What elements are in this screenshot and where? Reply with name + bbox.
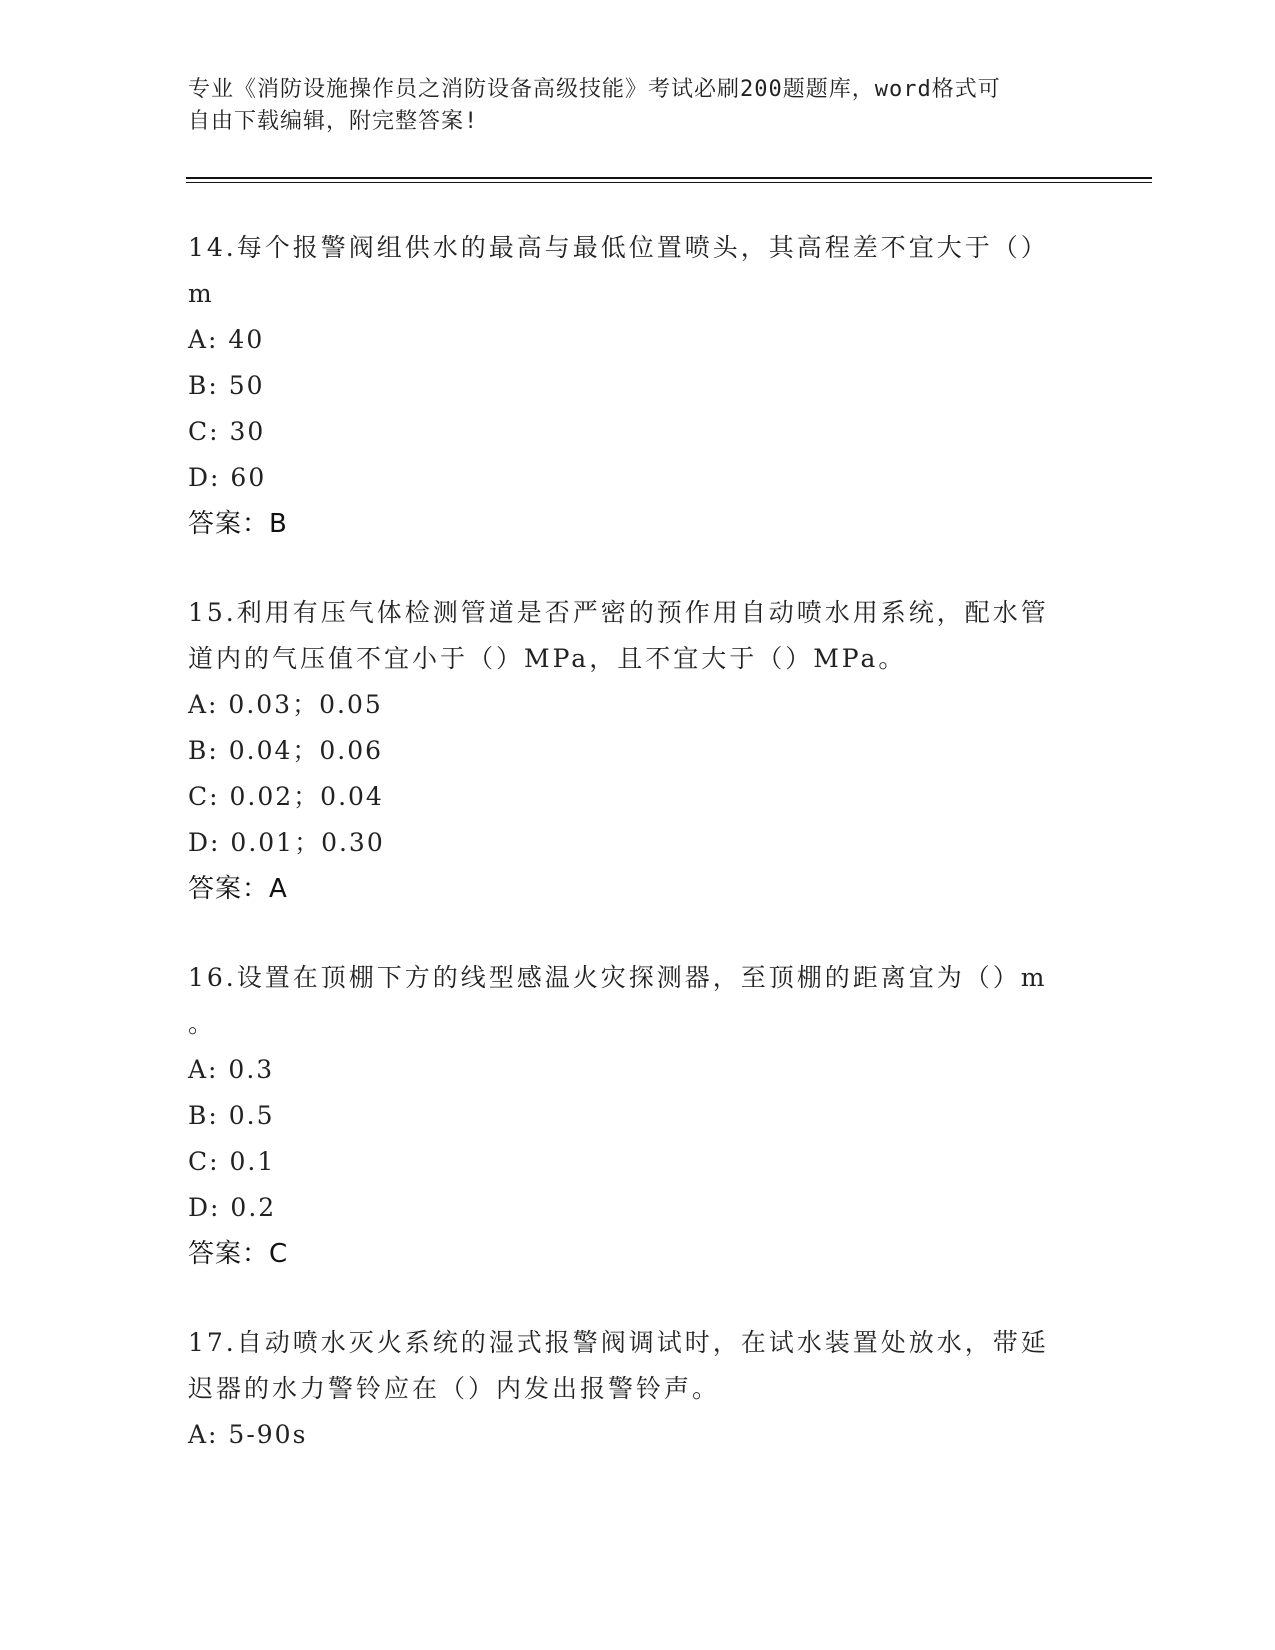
- option-c: C: 30: [188, 417, 266, 446]
- option-b: B: 0.04；0.06: [188, 736, 384, 765]
- option-d: D: 0.2: [188, 1193, 277, 1222]
- option-a: A: 40: [188, 325, 265, 354]
- option-a: A: 0.03；0.05: [188, 690, 383, 719]
- question-16: [188, 955, 1068, 1277]
- question-stem-line: m: [188, 279, 215, 308]
- option-d: D: 60: [188, 463, 267, 492]
- question-14: [188, 225, 1068, 547]
- document-header: [188, 74, 1068, 138]
- question-15: [188, 590, 1068, 912]
- option-a: A: 0.3: [188, 1055, 275, 1084]
- option-b: B: 0.5: [188, 1101, 275, 1130]
- option-c: C: 0.02；0.04: [188, 782, 384, 811]
- question-stem-line: 道内的气压值不宜小于（）MPa，且不宜大于（）MPa。: [188, 644, 907, 673]
- option-d: D: 0.01；0.30: [188, 828, 385, 857]
- question-stem-line: 。: [188, 1009, 217, 1038]
- header-divider-thin: [186, 182, 1152, 183]
- option-c: C: 0.1: [188, 1147, 276, 1176]
- header-divider-thick: [186, 177, 1152, 179]
- answer-label: 答案：A: [188, 874, 288, 904]
- header-line-1: 专业《消防设施操作员之消防设备高级技能》考试必刷200题题库，word格式可: [188, 77, 1001, 102]
- header-line-2: 自由下载编辑，附完整答案!: [188, 109, 479, 134]
- answer-label: 答案：C: [188, 1239, 289, 1269]
- question-stem-line: 15.利用有压气体检测管道是否严密的预作用自动喷水用系统，配水管: [188, 598, 1049, 627]
- option-b: B: 50: [188, 371, 265, 400]
- answer-label: 答案：B: [188, 509, 288, 539]
- question-stem-line: 16.设置在顶棚下方的线型感温火灾探测器，至顶棚的距离宜为（）m: [188, 963, 1048, 992]
- question-stem-line: 17.自动喷水灭火系统的湿式报警阀调试时，在试水装置处放水，带延: [188, 1328, 1049, 1357]
- option-a: A: 5-90s: [188, 1420, 308, 1449]
- question-stem-line: 14.每个报警阀组供水的最高与最低位置喷头，其高程差不宜大于（）: [188, 233, 1049, 262]
- question-stem-line: 迟器的水力警铃应在（）内发出报警铃声。: [188, 1374, 721, 1403]
- question-17: [188, 1320, 1068, 1458]
